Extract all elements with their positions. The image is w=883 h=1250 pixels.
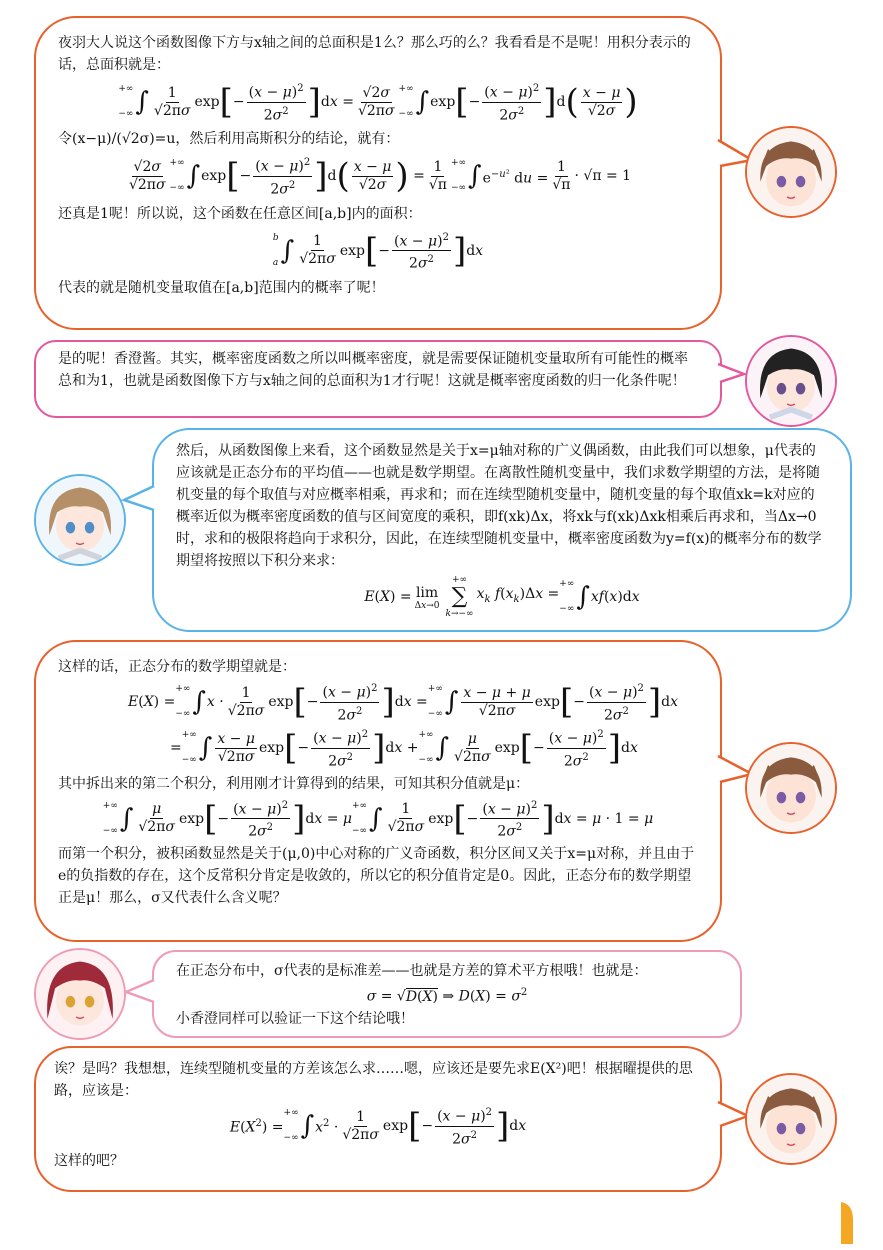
bubble-text: 这样的话，正态分布的数学期望就是： bbox=[58, 659, 296, 675]
bubble-text: 而第一个积分，被积函数显然是关于(μ,0)中心对称的广义奇函数，积分区间又关于x=μ对称，并且由于e的负指数的存在，这个反常积分肯定是收敛的，所以它的积分值肯定是0。因此，正态分布的数学期望正是μ！那么，σ又代表什么含义呢？ bbox=[58, 845, 695, 906]
formula-expectation-2: = +∞ −∞ ∫ $\frac{x - \mu}{√2\pi\sigma}$ exp [ − $\frac{(x - \mu)^2}{2\sigma^2}$ ] dx + +∞ −∞ ∫ $\frac{\mu}{√2\pi\sigma}$ exp [ − $\frac{(x - \mu)^2}{2\sigma^2}$ ] dx bbox=[58, 726, 698, 770]
bubble-text: 在正态分布中，σ代表的是标准差——也就是方差的算术平方根哦！也就是： bbox=[176, 963, 648, 979]
formula-interval-area: b a ∫ $\frac{1}{√2\pi\sigma}$ exp [ − $\frac{(x - \mu)^2}{2\sigma^2}$ ] dx bbox=[58, 229, 698, 273]
bubble-text: 是的呢！香澄酱。其实，概率密度函数之所以叫概率密度，就是需要保证随机变量取所有可能性的概率总和为1，也就是函数图像下方与x轴之间的总面积为1才行呢！这就是概率密度函数的归一化条件呢！ bbox=[58, 351, 688, 389]
bubble-text: 代表的就是随机变量取值在[a,b]范围内的概率了呢！ bbox=[58, 279, 385, 296]
bubble-tail bbox=[122, 976, 156, 1010]
formula-second-integral: +∞ −∞ ∫ $\frac{\mu}{√2\pi\sigma}$ exp [ − $\frac{(x - \mu)^2}{2\sigma^2}$ ] dx = μ +∞ −∞ ∫ $\frac{1}{√2\pi\sigma}$ exp [ − $\frac{(x - \mu)^2}{2\sigma^2}$ ] dx = μ · 1 = μ bbox=[58, 797, 698, 841]
formula-sigma: σ = √D(X) ⇒ $D(X) = \sigma^2$ bbox=[366, 987, 528, 1005]
bubble-text: 夜羽大人说这个函数图像下方与x轴之间的总面积是1么？那么巧的么？我看看是不是呢！用积分表示的话，总面积就是： bbox=[58, 35, 691, 73]
formula-gaussian-integral: $\frac{√2\sigma}{√2\pi\sigma}$ +∞ −∞ ∫ exp [ − $\frac{(x - \mu)^2}{2\sigma^2}$ ] d ( $\frac{x - \mu}{√2\sigma}$ ) = $\frac{1}{√\pi}$ +∞ −∞ ∫ $e^{-u^2}$ du = $\frac{1}{√\pi}$ · √π = 1 bbox=[58, 154, 698, 198]
formula-expectation-1: E(X) = +∞ −∞ ∫ x · $\frac{1}{√2\pi\sigma}$ exp [ − $\frac{(x - \mu)^2}{2\sigma^2}$ ] dx = +∞ −∞ ∫ $\frac{x - \mu + \mu}{√2\pi\sigma}$ exp [ − $\frac{(x - \mu)^2}{2\sigma^2}$ ] dx bbox=[58, 680, 698, 724]
formula-ex2: $E(X^2)$ = +∞ −∞ ∫ $x^2$ · $\frac{1}{√2\pi\sigma}$ exp [ − $\frac{(x - \mu)^2}{2\sigma^2}$ ] dx bbox=[54, 1104, 702, 1148]
bubble-text: 这样的吧？ bbox=[54, 1153, 124, 1170]
kasumi-avatar bbox=[745, 742, 837, 834]
bubble-text: 小香澄同样可以验证一下这个结论哦！ bbox=[176, 1010, 414, 1027]
speech-bubble-riko bbox=[152, 950, 742, 1038]
kasumi-avatar bbox=[745, 1073, 837, 1165]
page-corner-decoration bbox=[839, 1200, 855, 1246]
speech-bubble-kasumi-2 bbox=[34, 640, 722, 942]
bubble-text: 诶？是吗？我想想，连续型随机变量的方差该怎么求……嗯，应该还是要先求E(X²)吧！根据曜提供的思路，应该是： bbox=[54, 1061, 693, 1099]
speech-bubble-arisa bbox=[34, 340, 722, 418]
bubble-text: 令(x−μ)/(√2σ)=u，然后利用高斯积分的结论，就有： bbox=[58, 131, 400, 148]
speech-bubble-kasumi-3 bbox=[34, 1046, 722, 1192]
riko-avatar bbox=[34, 948, 126, 1040]
arisa-avatar bbox=[745, 335, 837, 427]
bubble-text: 然后，从函数图像上来看，这个函数显然是关于x=μ轴对称的广义偶函数，由此我们可以想象，μ代表的应该就是正态分布的平均值——也就是数学期望。在离散性随机变量中，我们求数学期望的方法，是将随机变量的每个取值与对应概率相乘，再求和；而在连续型随机变量中，随机变量的每个取值xk=k对应的概率近似为概率密度函数的值与区间宽度的乘积，即f(xk)Δx，将xk与f(xk)Δxk相乘后再求和，当Δx→0时，求和的极限将趋向于求积分，因此，在连续型随机变量中，概率密度函数为y=f(x)的概率分布的数学期望将按照以下积分来求： bbox=[176, 443, 822, 569]
kasumi-avatar bbox=[745, 126, 837, 218]
formula-expectation-definition: E(X) = lim Δx→0 +∞ ∑ k→−∞ $x_k$ $f(x_k)\Delta x$ = +∞ −∞ ∫ xf(x)dx bbox=[364, 575, 640, 619]
speech-bubble-kasumi-1 bbox=[34, 16, 722, 330]
bubble-tail bbox=[716, 360, 748, 390]
formula-total-area: +∞ −∞ ∫ $\frac{1}{√2\pi\sigma}$ exp [ − $\frac{(x - \mu)^2}{2\sigma^2}$ ] dx = $\frac{√2\sigma}{√2\pi\sigma}$ +∞ −∞ ∫ exp [ − $\frac{(x - \mu)^2}{2\sigma^2}$ ] d ( $\frac{x - \mu}{√2\sigma}$ ) bbox=[58, 80, 698, 124]
bubble-text: 其中拆出来的第二个积分，利用刚才计算得到的结果，可知其积分值就是μ： bbox=[58, 775, 530, 792]
you-avatar bbox=[34, 474, 126, 566]
bubble-text: 还真是1呢！所以说，这个函数在任意区间[a,b]内的面积： bbox=[58, 205, 422, 222]
speech-bubble-you bbox=[152, 428, 852, 632]
